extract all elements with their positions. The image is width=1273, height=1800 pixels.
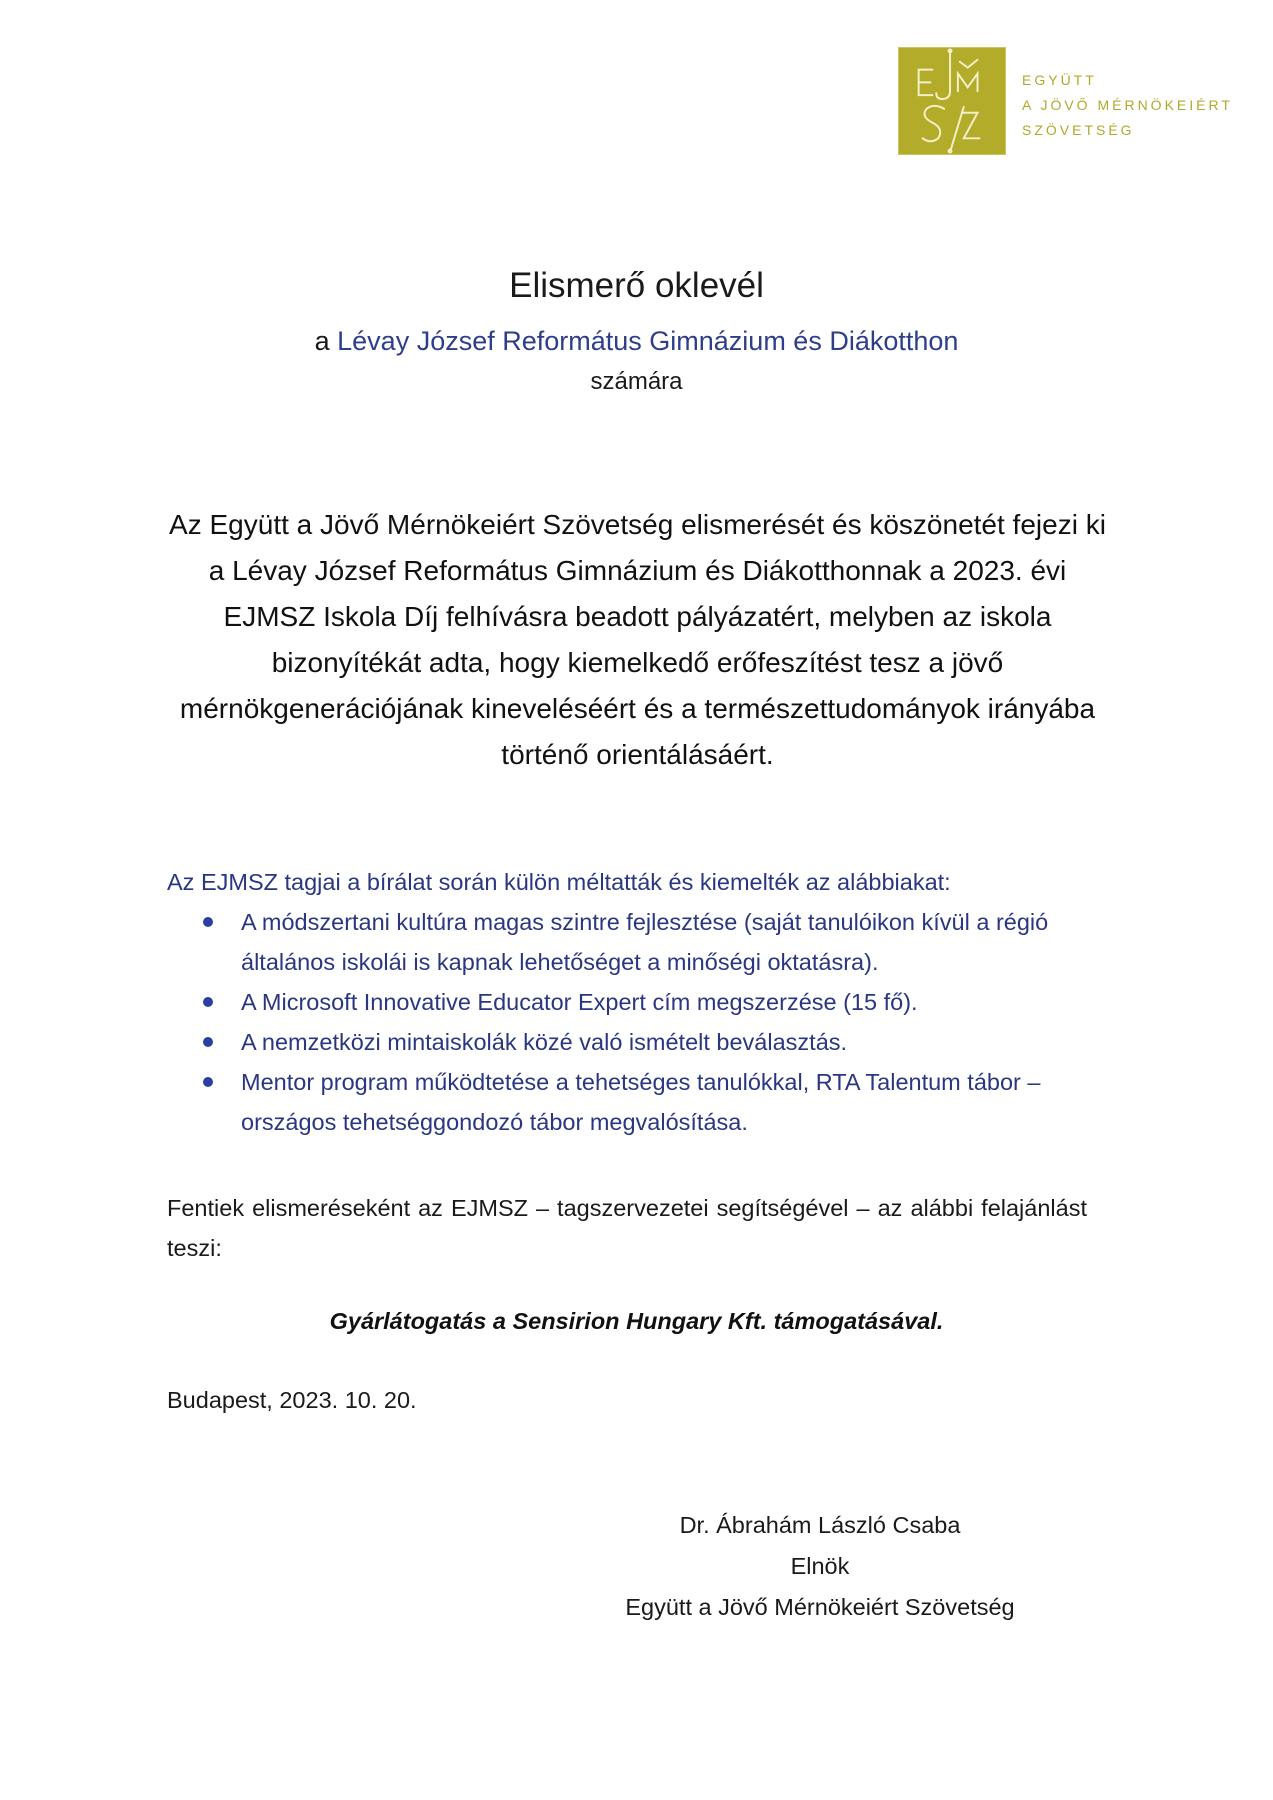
list-item — [167, 982, 1097, 1022]
list-item-text: A nemzetközi mintaiskolák közé való ismételt beválasztás. — [241, 1029, 848, 1055]
highlights-list — [167, 902, 1097, 1142]
document-title: Elismerő oklevél — [509, 266, 764, 305]
logo-line-1: EGYÜTT — [1022, 72, 1097, 88]
bullet-icon — [203, 1037, 213, 1047]
logo-line-3: SZÖVETSÉG — [1022, 122, 1135, 138]
signatory-organization: Együtt a Jövő Mérnökeiért Szövetség — [625, 1594, 1015, 1620]
place-date: Budapest, 2023. 10. 20. — [167, 1387, 417, 1413]
list-item — [167, 902, 1097, 982]
recipient-suffix: számára — [590, 368, 683, 395]
logo-line-2: A JÖVŐ MÉRNÖKEIÉRT — [1022, 97, 1233, 113]
bullet-icon — [203, 917, 213, 927]
list-item-text: Mentor program működtetése a tehetséges tanulókkal, RTA Talentum tábor – országos tehetséggondozó tábor megvalósítása. — [241, 1069, 1041, 1135]
recipient-line — [0, 326, 1273, 357]
recipient-prefix: a — [314, 326, 330, 356]
list-item-text: A módszertani kultúra magas szintre fejlesztése (saját tanulóikon kívül a régió általános iskolái is kapnak lehetőséget a minőségi oktatásra). — [241, 909, 1049, 975]
ejmsz-logo — [898, 47, 1006, 155]
signatory-name: Dr. Ábrahám László Csaba — [679, 1512, 961, 1538]
offer-intro: Fentiek elismeréseként az EJMSZ – tagszervezetei segítségével – az alábbi felajánlást teszi: — [167, 1195, 1087, 1261]
signatory-role: Elnök — [790, 1553, 850, 1579]
bullet-icon — [203, 997, 213, 1007]
ejmsz-monogram-icon — [899, 48, 1005, 154]
list-item — [167, 1062, 1097, 1142]
offer-text: Gyárlátogatás a Sensirion Hungary Kft. támogatásával. — [329, 1308, 944, 1334]
main-paragraph: Az Együtt a Jövő Mérnökeiért Szövetség elismerését és köszönetét fejezi ki a Lévay József Református Gimnázium és Diákotthonnak a 2023. évi EJMSZ Iskola Díj felhívásra beadott pályázatért, melyben az iskola bizonyítékát adta, hogy kiemelkedő erőfeszítést tesz a jövő mérnökgenerációjának kineveléséért és a természettudományok irányába történő orientálásáért. — [169, 509, 1106, 770]
highlights-intro: Az EJMSZ tagjai a bírálat során külön méltatták és kiemelték az alábbiakat: — [167, 869, 951, 895]
highlights-section — [167, 862, 1097, 1142]
bullet-icon — [203, 1077, 213, 1087]
list-item — [167, 1022, 1097, 1062]
logo-wordmark — [1022, 68, 1233, 143]
signature-block — [560, 1505, 1080, 1628]
recipient-name: Lévay József Református Gimnázium és Diákotthon — [337, 326, 959, 356]
list-item-text: A Microsoft Innovative Educator Expert cím megszerzése (15 fő). — [241, 989, 918, 1015]
